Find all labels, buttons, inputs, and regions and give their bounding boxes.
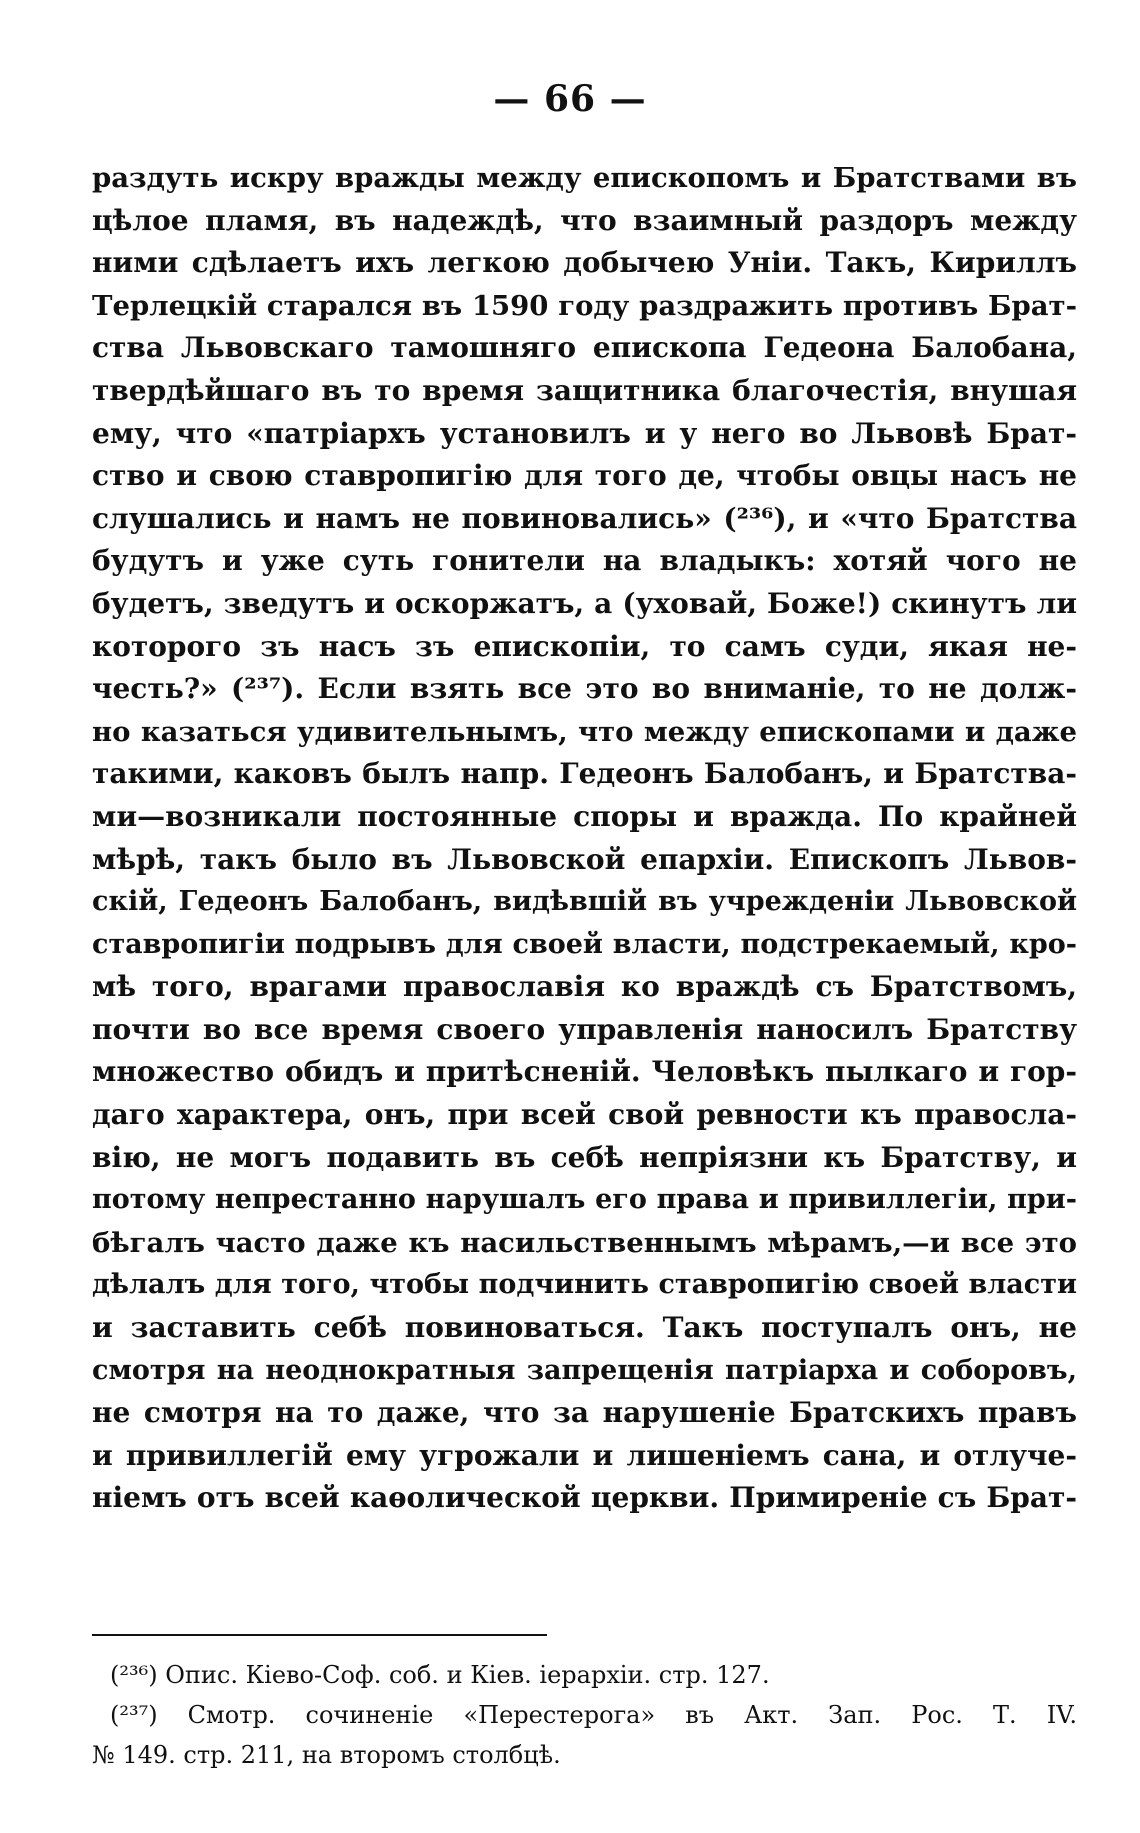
text-line: даго характера, онъ, при всей свой ревности къ правосла- (92, 1098, 1077, 1132)
text-line: но казаться удивительнымъ, что между епископами и даже (92, 715, 1077, 748)
text-line: и заставить себѣ повиноваться. Такъ поступалъ онъ, не (92, 1311, 1077, 1345)
text-line: твердѣйшаго въ то время защитника благочестія, внушая (92, 373, 1077, 407)
text-line: раздуть искру вражды между епископомъ и Братствами въ (92, 162, 1077, 194)
text-line: не смотря на то даже, что за нарушеніе Братскихъ правъ (92, 1396, 1077, 1430)
text-line: слушались и намъ не повиновались» (²³⁶), и «что Братства (92, 501, 1077, 535)
text-line: цѣлое пламя, въ надеждѣ, что взаимный раздоръ между (92, 203, 1077, 237)
text-line: ства Львовскаго тамошняго епископа Гедеона Балобана, (92, 331, 1077, 365)
text-line: почти во все время своего управленія наносилъ Братству (92, 1012, 1077, 1046)
text-line: смотря на неоднократныя запрещенія патріарха и соборовъ, (92, 1354, 1077, 1386)
text-line: честь?» (²³⁷). Если взять все это во вниманіе, то не долж- (92, 672, 1077, 706)
text-line: множество обидъ и притѣсненій. Человѣкъ пылкаго и гор- (92, 1055, 1077, 1089)
text-line: потому непрестанно нарушалъ его права и привиллегіи, при- (92, 1184, 1077, 1216)
footnote-236: (²³⁶) Опис. Кіево-Соф. соб. и Кіев. іерархіи. стр. 127. (110, 1661, 770, 1689)
footnote-divider (92, 1634, 547, 1636)
text-line: будетъ, зведутъ и оскоржатъ, а (уховай, Боже!) скинутъ ли (92, 586, 1077, 620)
page-number: — 66 — (493, 78, 647, 120)
text-line: ними сдѣлаетъ ихъ легкою добычею Уніи. Такъ, Кириллъ (92, 246, 1077, 280)
text-line: и привиллегій ему угрожали и лишеніемъ сана, и отлуче- (92, 1438, 1077, 1472)
footnote-237: (²³⁷) Смотр. сочиненіе «Перестерога» въ Акт. Зап. Рос. Т. IV. (110, 1701, 1077, 1729)
text-line: дѣлалъ для того, чтобы подчинить ставропигію своей власти (92, 1269, 1077, 1301)
text-line: ніемъ отъ всей каѳолической церкви. Примиреніе съ Брат- (92, 1481, 1077, 1515)
text-line: ми—возникали постоянные споры и вражда. По крайней (92, 799, 1077, 833)
text-line: будутъ и уже суть гонители на владыкъ: хотяй чого не (92, 544, 1077, 578)
footnote-237-continued: № 149. стр. 211, на второмъ столбцѣ. (92, 1741, 561, 1769)
text-line: которого зъ насъ зъ епископіи, то самъ суди, якая не- (92, 629, 1077, 663)
text-line: Терлецкій старался въ 1590 году раздражить противъ Брат- (92, 289, 1077, 322)
footnotes (92, 1655, 1077, 1775)
text-line: бѣгалъ часто даже къ насильственнымъ мѣрамъ,—и все это (92, 1226, 1077, 1259)
text-line: мѣрѣ, такъ было въ Львовской епархіи. Епископъ Львов- (92, 842, 1077, 876)
text-line: ство и свою ставропигію для того де, чтобы овцы насъ не (92, 459, 1077, 493)
text-line: такими, каковъ былъ напр. Гедеонъ Балобанъ, и Братства- (92, 757, 1077, 791)
text-line: вію, не могъ подавить въ себѣ непріязни къ Братству, и (92, 1140, 1077, 1174)
body-text (92, 157, 1077, 1520)
text-line: скій, Гедеонъ Балобанъ, видѣвшій въ учрежденіи Львовской (92, 886, 1077, 918)
text-line: мѣ того, врагами православія ко враждѣ съ Братствомъ, (92, 970, 1077, 1004)
text-line: ему, что «патріархъ установилъ и у него во Львовѣ Брат- (92, 416, 1077, 450)
text-line: ставропигіи подрывъ для своей власти, подстрекаемый, кро- (92, 928, 1077, 960)
